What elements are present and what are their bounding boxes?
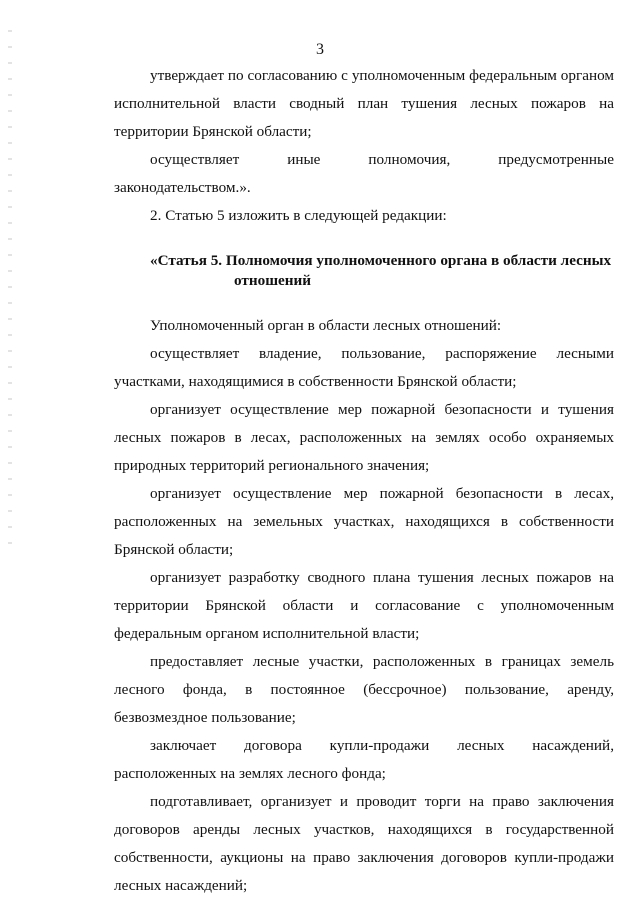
paragraph-line: осуществляет иные полномочия, предусмотренные <box>150 151 614 168</box>
paragraph-authorized-body-intro: Уполномоченный орган в области лесных отношений: <box>150 317 502 334</box>
page-number: 3 <box>316 41 324 58</box>
paragraph-line: территории Брянской области; <box>114 123 312 140</box>
paragraph-land-ownership: осуществляет владение, пользование, распоряжение лесными участками, находящимися в собственности Брянской области; <box>114 345 614 390</box>
article-heading-line-1: «Статья 5. Полномочия уполномоченного органа в области лесных <box>150 252 612 269</box>
paragraph-fire-safety-regional-lands: организует осуществление мер пожарной безопасности в лесах, расположенных на земельных участках, находящихся в собственности Брянской области; <box>114 485 614 558</box>
article-heading-line-2: отношений <box>234 272 312 289</box>
paragraph-line: 2. Статью 5 изложить в следующей редакции: <box>150 207 447 224</box>
paragraph-other-powers <box>114 146 614 202</box>
article-heading <box>114 251 614 291</box>
paragraph-sale-contracts: заключает договора купли-продажи лесных насаждений, расположенных на землях лесного фонда; <box>114 737 614 782</box>
document-body <box>114 62 614 900</box>
paragraph-line: утверждает по согласованию с уполномоченным федеральным органом <box>150 67 614 84</box>
paragraph-auctions: подготавливает, организует и проводит торги на право заключения договоров аренды лесных участков, находящихся в государственной собственности, аукционы на право заключения договоров купли-продажи лесных насаждений; <box>114 793 614 894</box>
paragraph-line: исполнительной власти сводный план тушения лесных пожаров на <box>114 95 614 112</box>
paragraph-forest-plots-provision: предоставляет лесные участки, расположенных в границах земель лесного фонда, в постоянное (бессрочное) пользование, аренду, безвозмездное пользование; <box>114 653 614 726</box>
paragraph-fire-plan-development: организует разработку сводного плана тушения лесных пожаров на территории Брянской области и согласование с уполномоченным федеральным органом исполнительной власти; <box>114 569 614 642</box>
paragraph-approves-fire-plan <box>114 62 614 146</box>
paragraph-article-5-instruction <box>114 202 614 230</box>
scan-margin-marks <box>8 30 12 550</box>
paragraph-fire-safety-protected-areas: организует осуществление мер пожарной безопасности и тушения лесных пожаров в лесах, расположенных на землях особо охраняемых природных территорий регионального значения; <box>114 401 614 474</box>
paragraph-line: законодательством.». <box>114 179 251 196</box>
